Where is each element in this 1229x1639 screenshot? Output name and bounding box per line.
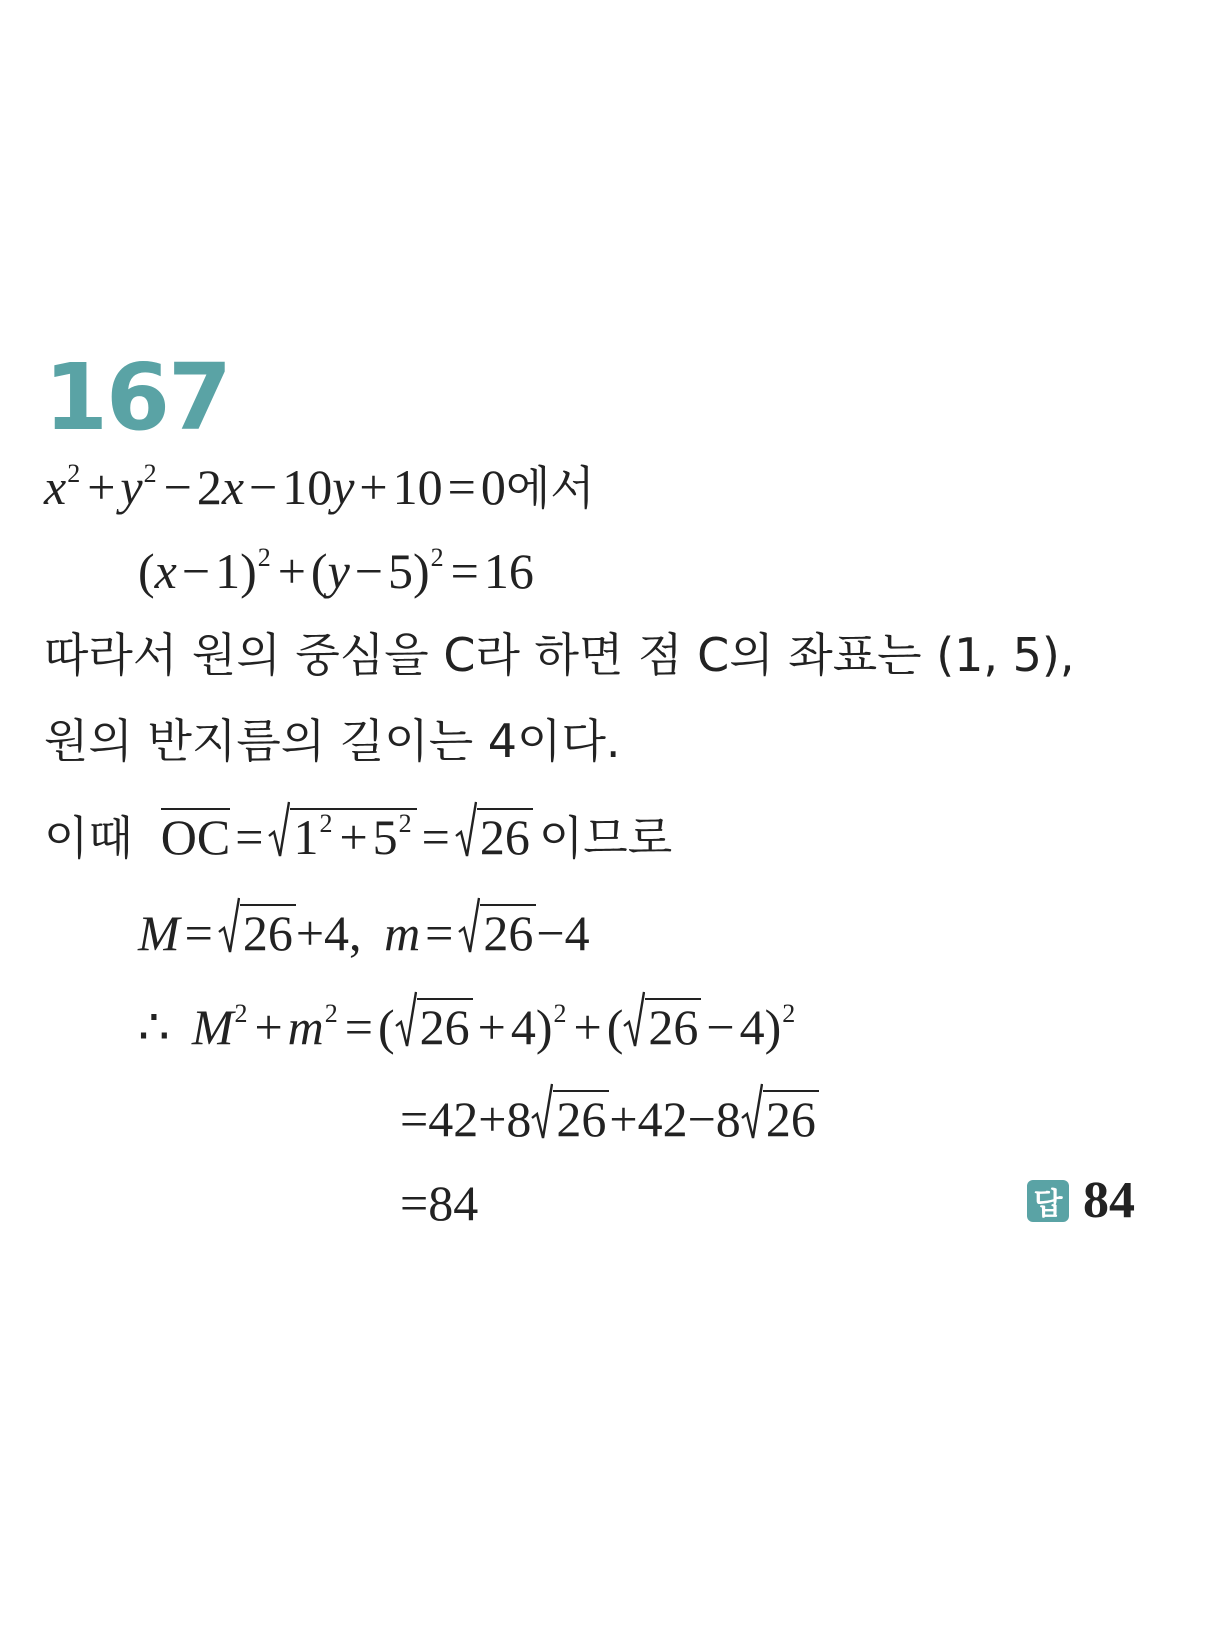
equation-line-1 — [44, 459, 595, 515]
sqrt-26: 26 — [218, 904, 296, 961]
radical-icon — [531, 1082, 553, 1142]
equation-line-8: =42+8 26+42−8 26 — [400, 1090, 819, 1147]
answer-badge: 답 — [1027, 1180, 1069, 1222]
radical-icon — [623, 990, 645, 1050]
equation-suffix: 에서 — [505, 461, 595, 515]
radical-icon — [455, 800, 477, 860]
equation-line-6: M = 26+4, m = 26−4 — [138, 904, 590, 961]
sqrt-26: 26 — [455, 808, 533, 865]
sqrt-26: 26 — [623, 998, 701, 1055]
radical-icon — [741, 1082, 763, 1142]
radical-icon — [458, 896, 480, 956]
sqrt-26: 26 — [458, 904, 536, 961]
radical-icon — [268, 800, 290, 860]
equation-line-2: $(x - 1)^2 + (y - 5)^2 = 16$ — [138, 543, 534, 599]
segment-oc: OC — [160, 809, 231, 865]
problem-number: 167 — [44, 344, 231, 451]
sqrt-26: 26 — [741, 1090, 819, 1147]
sqrt-26: 26 — [395, 998, 473, 1055]
therefore-symbol: ∴ — [138, 999, 170, 1055]
sqrt-1-plus-5: $1^2 + 5^2$ — [268, 808, 416, 865]
sqrt-26: 26 — [531, 1090, 609, 1147]
circle-equation: $x^2 + y^2 - 2x - 10y + 10 = 0$ — [44, 459, 506, 515]
equation-line-9: =84 — [400, 1175, 479, 1231]
radical-icon — [395, 990, 417, 1050]
radical-icon — [218, 896, 240, 956]
text-line-4: 원의 반지름의 길이는 4이다. — [44, 714, 621, 768]
equation-line-7: ∴ $M^2 + m^2$ = ( 26 + 4)$^2$ + ( 26 − 4)$^2$ — [138, 998, 797, 1055]
text-line-3: 따라서 원의 중심을 C라 하면 점 C의 좌표는 (1, 5), — [44, 628, 1075, 682]
equation-line-5: 이때 OC = $1^2 + 5^2$ = 26 이므로 — [44, 808, 672, 865]
answer-value: 84 — [1083, 1172, 1135, 1229]
line-5-suffix: 이므로 — [538, 811, 673, 865]
line-5-prefix: 이때 — [44, 811, 133, 865]
answer — [1027, 1172, 1135, 1229]
